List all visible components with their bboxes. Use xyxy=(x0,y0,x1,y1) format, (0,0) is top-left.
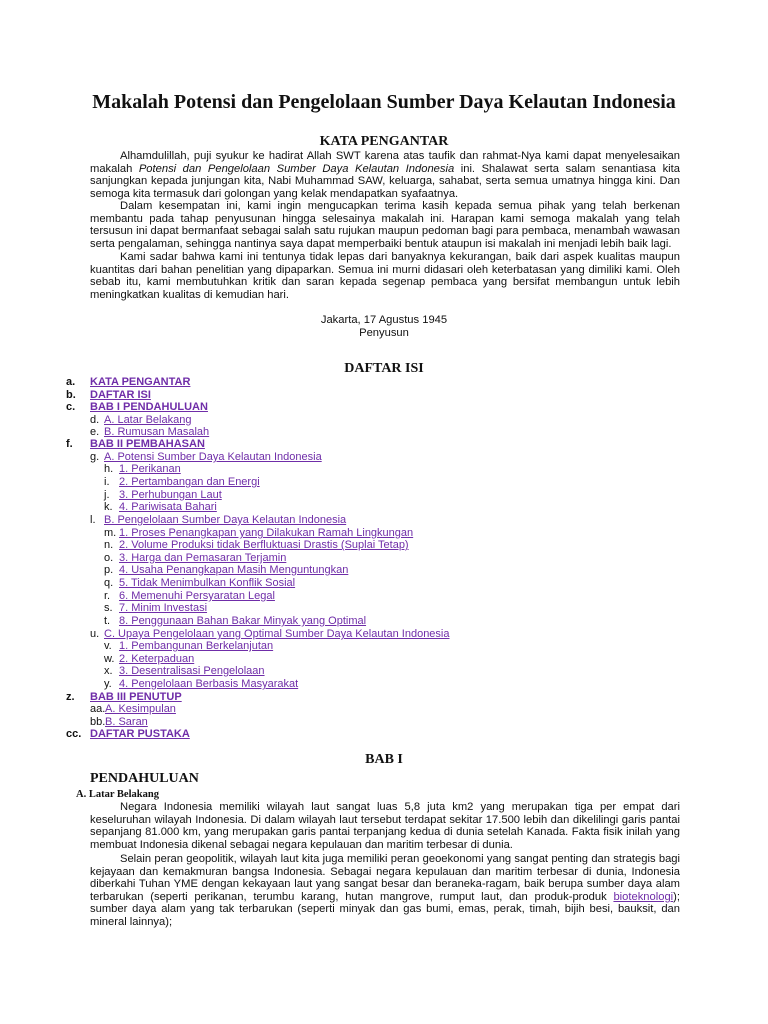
toc-item xyxy=(104,463,181,476)
toc-item xyxy=(104,489,222,502)
toc-item xyxy=(90,628,450,641)
bab1-heading: BAB I xyxy=(365,752,403,767)
toc-item-link[interactable]: 8. Penggunaan Bahan Bakar Minyak yang Optimal xyxy=(119,615,367,627)
toc-item-marker: g. xyxy=(90,451,100,463)
paragraph-text: Selain peran geopolitik, wilayah laut kita juga memiliki peran geoekonomi yang sangat penting dan strategis bagi kejayaan dan kemakmuran bangsa Indonesia. Sebagai negara kepulauan dan maritim terbesar di dunia, Indonesia diberkahi Tuhan YME dengan kekayaan laut yang sangat besar dan beraneka-ragam, baik berupa sumber daya alam terbarukan (seperti perikanan, terumbu karang, hutan mangrove, rumput laut, dan produk-produk xyxy=(90,853,680,903)
toc-item-marker: c. xyxy=(66,401,76,413)
toc-item-link[interactable]: BAB I PENDAHULUAN xyxy=(90,401,208,413)
toc-item-marker: k. xyxy=(104,501,113,513)
toc-item-marker: p. xyxy=(104,564,114,576)
toc-item-link[interactable]: A. Potensi Sumber Daya Kelautan Indonesia xyxy=(104,451,322,463)
toc-item-marker: t. xyxy=(104,615,111,627)
toc-item xyxy=(66,691,182,704)
toc-item xyxy=(66,376,190,389)
toc-item-marker: l. xyxy=(90,514,96,526)
toc-item xyxy=(104,552,286,565)
toc-item-link[interactable]: KATA PENGANTAR xyxy=(90,376,191,388)
kata-pengantar-paragraph-1 xyxy=(90,150,680,200)
toc-item-marker: v. xyxy=(104,640,112,652)
paragraph-text: ); sumber daya alam yang tak terbarukan (seperti minyak dan gas bumi, emas, perak, timah, bijih besi, bauksit, dan mineral lainnya); xyxy=(90,890,680,928)
toc-item-link[interactable]: 5. Tidak Menimbulkan Konflik Sosial xyxy=(119,577,296,589)
toc-item-marker: bb. xyxy=(90,716,106,728)
toc-item xyxy=(66,389,151,402)
toc-item-marker: b. xyxy=(66,389,76,401)
latar-belakang-paragraph-2 xyxy=(90,853,680,929)
toc-item xyxy=(66,438,205,451)
toc-item-marker: cc. xyxy=(66,728,82,740)
toc-item-marker: y. xyxy=(104,678,112,690)
toc-item xyxy=(104,564,348,577)
toc-item-marker: x. xyxy=(104,665,113,677)
toc-item-marker: d. xyxy=(90,414,100,426)
toc-item xyxy=(104,665,265,678)
toc-item xyxy=(90,514,346,527)
daftar-isi-heading: DAFTAR ISI xyxy=(344,361,424,376)
paragraph-text: ini. Shalawat serta salam senantiasa kita sanjungkan kepada junjungan kita, Nabi Muhammad SAW, keluarga, sahabat, serta semua umatnya hingga kini. Dan semoga kita termasuk dari golongan yang kelak mendapatkan syafaatnya. xyxy=(90,162,680,200)
toc-item-marker: r. xyxy=(104,590,111,602)
toc-item-marker: q. xyxy=(104,577,114,589)
document-title: Makalah Potensi dan Pengelolaan Sumber Daya Kelautan Indonesia xyxy=(92,91,676,113)
toc-item xyxy=(104,653,194,666)
toc-item-link[interactable]: A. Kesimpulan xyxy=(105,703,176,715)
toc-item-marker: i. xyxy=(104,476,110,488)
toc-item-link[interactable]: BAB II PEMBAHASAN xyxy=(90,438,205,450)
toc-item-marker: aa. xyxy=(90,703,106,715)
toc-item xyxy=(104,640,273,653)
bab1-subheading: PENDAHULUAN xyxy=(90,771,199,786)
toc-item-marker: m. xyxy=(104,527,117,539)
toc-item xyxy=(90,716,148,729)
toc-item-link[interactable]: B. Saran xyxy=(105,716,148,728)
toc-item xyxy=(104,678,298,691)
toc-item xyxy=(66,401,208,414)
toc-item xyxy=(90,414,191,427)
latar-belakang-paragraph-1: Negara Indonesia memiliki wilayah laut sangat luas 5,8 juta km2 yang merupakan tiga per empat dari keseluruhan wilayah Indonesia. Di dalam wilayah laut tersebut terdapat sekitar 17.500 lebih dan dikelilingi garis pantai sepanjang 81.000 km, yang merupakan garis pantai terpanjang kedua di dunia setelah Kanada. Fakta fisik inilah yang membuat Indonesia dikenal sebagai negara kepulauan dan maritim terbesar di dunia. xyxy=(90,801,680,851)
paragraph-text: Alhamdulillah, puji syukur ke hadirat Allah SWT karena atas taufik dan rahmat-Nya kami dapat menyelesaikan makalah xyxy=(90,150,680,175)
toc-item-link[interactable]: DAFTAR ISI xyxy=(90,389,151,401)
toc-item-link[interactable]: B. Rumusan Masalah xyxy=(104,426,210,438)
toc-item-link[interactable]: BAB III PENUTUP xyxy=(90,691,182,703)
signature-date: Jakarta, 17 Agustus 1945 xyxy=(320,314,448,326)
toc-item-link[interactable]: 4. Pengelolaan Berbasis Masyarakat xyxy=(119,678,299,690)
toc-item-marker: e. xyxy=(90,426,100,438)
toc-item-link[interactable]: 1. Perikanan xyxy=(119,463,181,475)
bioteknologi-link[interactable]: bioteknologi xyxy=(613,890,674,903)
toc-item xyxy=(104,539,409,552)
toc-item-marker: f. xyxy=(66,438,73,450)
toc-item-link[interactable]: 2. Keterpaduan xyxy=(119,653,195,665)
toc-item-link[interactable]: 2. Volume Produksi tidak Berfluktuasi Drastis (Suplai Tetap) xyxy=(119,539,409,551)
section-latar-belakang-heading: A. Latar Belakang xyxy=(76,789,159,800)
toc-item-link[interactable]: 3. Desentralisasi Pengelolaan xyxy=(119,665,265,677)
toc-item-link[interactable]: 1. Pembangunan Berkelanjutan xyxy=(119,640,274,652)
toc-item-link[interactable]: 4. Pariwisata Bahari xyxy=(119,501,217,513)
toc-item-marker: o. xyxy=(104,552,114,564)
toc-item-link[interactable]: 6. Memenuhi Persyaratan Legal xyxy=(119,590,275,602)
toc-item xyxy=(104,615,366,628)
toc-item-link[interactable]: 2. Pertambangan dan Energi xyxy=(119,476,260,488)
toc-item-link[interactable]: C. Upaya Pengelolaan yang Optimal Sumber Daya Kelautan Indonesia xyxy=(104,628,450,640)
toc-item-marker: w. xyxy=(104,653,115,665)
toc-item-marker: j. xyxy=(104,489,110,501)
kata-pengantar-paragraph-3: Kami sadar bahwa kami ini tentunya tidak lepas dari banyaknya kekurangan, baik dari aspek kualitas maupun kuantitas dari bahan penelitian yang dipaparkan. Semua ini murni didasari oleh keterbatasan yang dimiliki kami. Oleh sebab itu, kami membutuhkan kritik dan saran kepada segenap pembaca yang bersifat membangun untuk lebih meningkatkan kualitas di kemudian hari. xyxy=(90,251,680,301)
toc-item-link[interactable]: 7. Minim Investasi xyxy=(119,602,208,614)
kata-pengantar-paragraph-2: Dalam kesempatan ini, kami ingin mengucapkan terima kasih kepada semua pihak yang telah berkenan membantu pada tahap penyusunan hingga selesainya makalah ini. Harapan kami semoga makalah yang telah tersusun ini dapat bermanfaat sebagai salah satu rujukan maupun pedoman bagi para pembaca, menambah wawasan serta pengalaman, sehingga nantinya saya dapat memperbaiki bentuk ataupun isi makalah ini menjadi lebih baik lagi. xyxy=(90,200,680,250)
paragraph-italic-text: Potensi dan Pengelolaan Sumber Daya Kelautan Indonesia xyxy=(138,162,455,175)
toc-item xyxy=(104,590,275,603)
toc-item-link[interactable]: 3. Perhubungan Laut xyxy=(119,489,222,501)
toc-item xyxy=(104,577,295,590)
toc-item xyxy=(104,527,413,540)
toc-item-marker: a. xyxy=(66,376,76,388)
toc-item xyxy=(66,728,190,741)
toc-item-link[interactable]: 1. Proses Penangkapan yang Dilakukan Ramah Lingkungan xyxy=(119,527,414,539)
toc-item xyxy=(90,426,209,439)
toc-item-link[interactable]: DAFTAR PUSTAKA xyxy=(90,728,190,740)
toc-item-link[interactable]: B. Pengelolaan Sumber Daya Kelautan Indonesia xyxy=(104,514,347,526)
toc-item xyxy=(104,602,207,615)
toc-item xyxy=(90,703,176,716)
toc-item-marker: s. xyxy=(104,602,113,614)
signature-signer: Penyusun xyxy=(359,327,409,339)
toc-item-marker: n. xyxy=(104,539,114,551)
toc-item-marker: h. xyxy=(104,463,114,475)
toc-item-link[interactable]: A. Latar Belakang xyxy=(104,414,192,426)
toc-item xyxy=(104,476,260,489)
kata-pengantar-heading: KATA PENGANTAR xyxy=(319,134,449,149)
toc-item-marker: u. xyxy=(90,628,100,640)
toc-item-link[interactable]: 4. Usaha Penangkapan Masih Menguntungkan xyxy=(119,564,349,576)
toc-item xyxy=(90,451,322,464)
toc-item xyxy=(104,501,217,514)
toc-item-link[interactable]: 3. Harga dan Pemasaran Terjamin xyxy=(119,552,287,564)
toc-item-marker: z. xyxy=(66,691,75,703)
